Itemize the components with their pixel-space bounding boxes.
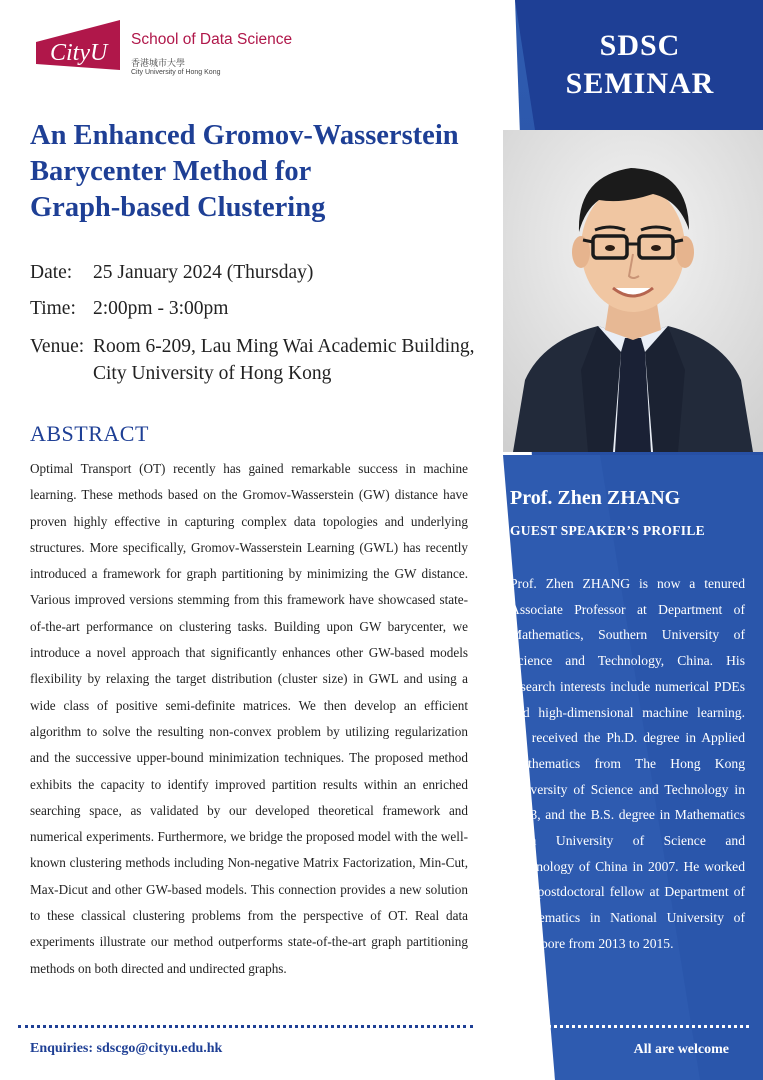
all-welcome-note: All are welcome [633,1042,729,1057]
logo-mark-text: CityU [50,40,108,66]
seminar-title [30,118,500,226]
venue-line-1: Room 6-209, Lau Ming Wai Academic Building, [93,336,475,357]
date-value: 25 January 2024 (Thursday) [93,262,314,283]
venue-row [30,336,475,385]
banner-line-1: SDSC [599,29,681,62]
speaker-photo [503,130,763,452]
date-label: Date: [30,262,73,283]
speaker-bio: Prof. Zhen ZHANG is now a tenured Associate Professor at Department of Mathematics, Southern University of Science and Technology, China. His research interests include numerical PDEs and high-dimensional machine learning. He received the Ph.D. degree in Applied Mathematics from The Hong Kong University of Science and Technology in 2013, and the B.S. degree in Mathematics from University of Science and Technology of China in 2007. He worked as a postdoctoral fellow at Department of Mathematics in National University of Singapore from 2013 to 2015. [510,576,745,951]
cityu-logo [30,18,293,80]
venue-label: Venue: [30,336,85,357]
title-line-1: An Enhanced Gromov-Wasserstein [30,120,459,151]
speaker-name: Prof. Zhen ZHANG [510,487,681,509]
time-value: 2:00pm - 3:00pm [93,298,229,319]
seminar-banner [515,27,763,103]
university-name-english: City University of Hong Kong [131,69,221,76]
time-label: Time: [30,298,76,319]
venue-line-2: City University of Hong Kong [93,363,332,384]
banner-line-2: SEMINAR [565,67,715,100]
abstract-body: Optimal Transport (OT) recently has gained remarkable success in machine learning. These methods based on the Gromov-Wasserstein (GW) distance have proven highly effective in capturing complex data topologies and underlying structures. More specifically, Gromov-Wasserstein Learning (GWL) has recently introduced a framework for graph partitioning by minimizing the GW distance. Various improved versions stemming from this framework have showcased state-of-the-art performance on clustering tasks. Building upon GW barycenter, we introduce a novel approach that significantly enhances other GW-based models flexibility by relaxing the target distribution (cluster size) in GWL and using a wide class of positive semi-definite matrices. We then develop an efficient algorithm to solve the resulting non-convex problem by utilizing regularization and the successive upper-bound minimization techniques. The proposed method exhibits the capacity to identify improved partition results within an enriched searching space, as validated by our developed theoretical framework and numerical experiments. Furthermore, we bridge the proposed model with the well-known clustering methods including Non-negative Matrix Factorization, Min-Cut, Max-Dicut and other GW-based models. This connection provides a new solution to these classical clustering problems from the perspective of OT. Real data experiments illustrate our method outperforms state-of-the-art graph partitioning methods on both directed and undirected graphs. [30,461,468,976]
university-name-chinese: 香港城市大學 [131,59,186,69]
cityu-logo-mark [30,18,125,76]
footer-divider-right [487,1025,749,1028]
title-line-2: Barycenter Method for [30,156,312,187]
time-row [30,298,228,320]
abstract-heading: ABSTRACT [30,421,149,446]
footer-divider-left [18,1025,473,1028]
speaker-profile-heading: GUEST SPEAKER’S PROFILE [510,523,705,538]
school-name: School of Data Science [131,31,293,48]
enquiries-contact: Enquiries: sdscgo@cityu.edu.hk [30,1041,223,1056]
title-line-3: Graph-based Clustering [30,192,326,223]
date-row [30,262,313,284]
